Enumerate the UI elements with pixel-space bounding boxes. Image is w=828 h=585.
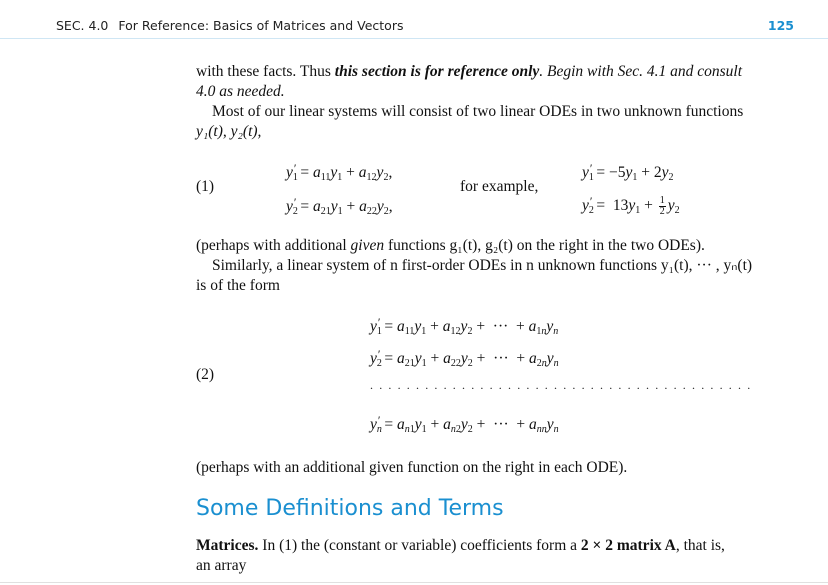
page-number: 125 bbox=[767, 18, 794, 33]
paragraph-1-line-1: with these facts. Thus this section is for reference only. Begin with Sec. 4.1 and consult bbox=[196, 63, 743, 80]
equation-1-number: (1) bbox=[196, 178, 215, 195]
paragraph-4-line-1: Similarly, a linear system of n first-order ODEs in n unknown functions y₁(t), ··· , yₙ(t) bbox=[212, 257, 753, 274]
equation-1-row-2: $y_2' = a_{21}y_1 + a_{22}y_2$, bbox=[286, 195, 393, 217]
running-head bbox=[0, 0, 828, 39]
section-heading: Some Definitions and Terms bbox=[196, 496, 504, 521]
equation-2-number: (2) bbox=[196, 366, 215, 383]
running-head-section: SEC. 4.0 For Reference: Basics of Matrices and Vectors bbox=[56, 18, 404, 33]
one-half-fraction: $\frac{1}{2}$ bbox=[659, 195, 665, 217]
example-row-2: $y_2' = 13y_1$ + $\frac{1}{2}$ $y_2$ bbox=[582, 194, 680, 217]
paragraph-2-line-1: Most of our linear systems will consist of two linear ODEs in two unknown functions bbox=[212, 103, 744, 120]
equation-2-row-n: $y_n' = a_{n1}y_1 + a_{n2}y_2$ + ··· + $a_{nn}y_n$ bbox=[370, 413, 559, 435]
paragraph-5: (perhaps with an additional given function on the right in each ODE). bbox=[196, 459, 628, 476]
paragraph-2-line-2: y₁(t), y₂(t), bbox=[196, 123, 262, 140]
equation-2-ellipsis-row: . . . . . . . . . . . . . . . . . . . . . . . . . . . . . . . . . . . . . . . . . . bbox=[370, 378, 752, 392]
equation-2-row-2: $y_2' = a_{21}y_1 + a_{22}y_2$ + ··· + $a_{2n}y_n$ bbox=[370, 347, 559, 369]
paragraph-1-line-2: 4.0 as needed. bbox=[196, 83, 285, 100]
bottom-rule bbox=[0, 582, 828, 583]
paragraph-3: (perhaps with additional given functions g₁(t), g₂(t) on the right in the two ODEs). bbox=[196, 237, 705, 254]
paragraph-4-line-2: is of the form bbox=[196, 277, 280, 294]
running-head-title: For Reference: Basics of Matrices and Vectors bbox=[118, 18, 404, 33]
equation-1-row-1: $y_1' = a_{11}y_1 + a_{12}y_2$, bbox=[286, 161, 393, 183]
paragraph-6-line-1: Matrices. In (1) the (constant or variable) coefficients form a 2 × 2 matrix A, that is, bbox=[196, 537, 725, 554]
for-example-text: for example, bbox=[460, 178, 539, 195]
example-row-1: $y_1' = -5y_1 + 2y_2$ bbox=[582, 161, 674, 183]
equation-2-row-1: $y_1' = a_{11}y_1 + a_{12}y_2$ + ··· + $a_{1n}y_n$ bbox=[370, 315, 559, 337]
paragraph-6-line-2: an array bbox=[196, 557, 247, 574]
